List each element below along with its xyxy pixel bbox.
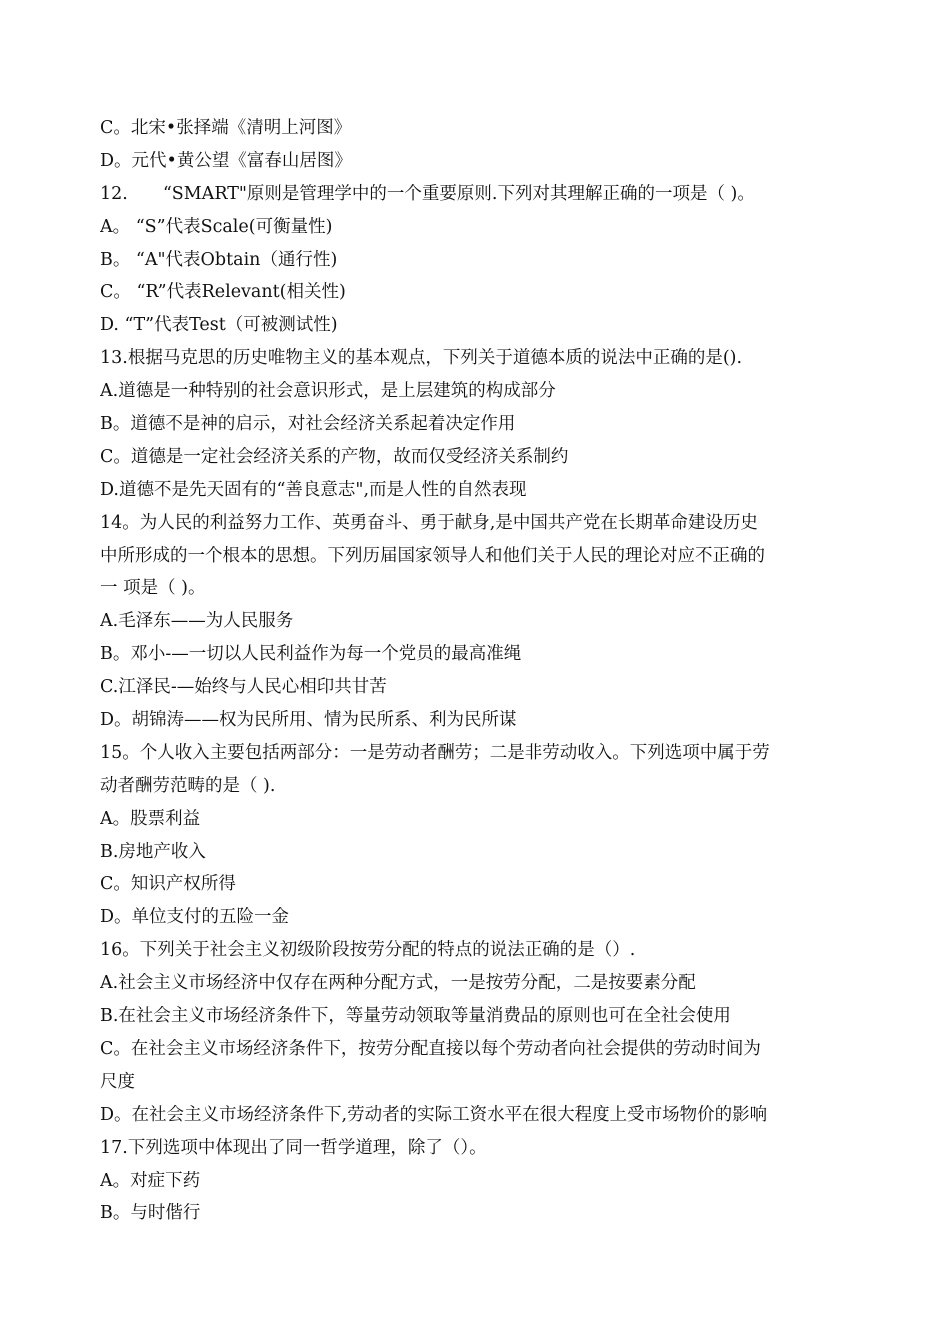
question-13-stem: 13.根据马克思的历史唯物主义的基本观点，下列关于道德本质的说法中正确的是(). [100,348,743,369]
text-line: B。邓小-—一切以人民利益作为每一个党员的最高准绳 [100,644,522,665]
text-line: B.在社会主义市场经济条件下，等量劳动领取等量消费品的原则也可在全社会使用 [100,1006,731,1027]
text-line: 动者酬劳范畴的是（ ). [100,775,276,796]
text-line: C。知识产权所得 [100,874,236,895]
text-line: C.江泽民-—始终与人民心相印共甘苦 [100,677,387,698]
question-15-stem: 15。个人收入主要包括两部分：一是劳动者酬劳；二是非劳动收入。下列选项中属于劳 [100,742,770,763]
question-12-stem: 12. “SMART"原则是管理学中的一个重要原则.下列对其理解正确的一项是（ )。 [100,183,755,204]
text-line: C。 “R”代表Relevant(相关性) [100,282,346,303]
text-line: C。北宋•张择端《清明上河图》 [100,118,352,138]
text-line: D。单位支付的五险一金 [100,907,290,928]
text-line: B.房地产收入 [100,841,206,862]
text-line: D。胡锦涛——权为民所用、情为民所系、利为民所谋 [100,710,517,731]
text-line: A。对症下药 [100,1170,201,1191]
text-line: 中所形成的一个根本的思想。下列历届国家领导人和他们关于人民的理论对应不正确的 [100,545,765,566]
text-line: A.毛泽东——为人民服务 [100,611,294,632]
text-line: D. “T”代表Test（可被测试性) [100,315,338,336]
text-line: B。 “A"代表Obtain（通行性) [100,249,338,270]
text-line: 一 项是（ )。 [100,578,206,599]
text-line: D.道德不是先天固有的“善良意志",而是人性的自然表现 [100,479,527,500]
text-line: D。在社会主义市场经济条件下,劳动者的实际工资水平在很大程度上受市场物价的影响 [100,1104,768,1125]
text-line: B。道德不是神的启示，对社会经济关系起着决定作用 [100,414,516,435]
question-16-stem: 16。下列关于社会主义初级阶段按劳分配的特点的说法正确的是（）. [100,940,636,961]
question-17-stem: 17.下列选项中体现出了同一哲学道理，除了（）。 [100,1137,487,1158]
text-line: A。 “S”代表Scale(可衡量性) [100,216,333,237]
text-line: B。与时偕行 [100,1203,201,1224]
text-line: C。道德是一定社会经济关系的产物，故而仅受经济关系制约 [100,446,569,467]
text-line: A。股票利益 [100,808,201,829]
text-line: 尺度 [100,1071,135,1092]
text-line: D。元代•黄公望《富春山居图》 [100,150,352,171]
text-line: C。在社会主义市场经济条件下，按劳分配直接以每个劳动者向社会提供的劳动时间为 [100,1038,761,1059]
text-line: A.社会主义市场经济中仅存在两种分配方式，一是按劳分配，二是按要素分配 [100,973,696,994]
text-line: A.道德是一种特别的社会意识形式，是上层建筑的构成部分 [100,381,556,402]
question-14-stem: 14。为人民的利益努力工作、英勇奋斗、勇于献身,是中国共产党在长期革命建设历史 [100,512,758,533]
document-body [100,112,830,1230]
